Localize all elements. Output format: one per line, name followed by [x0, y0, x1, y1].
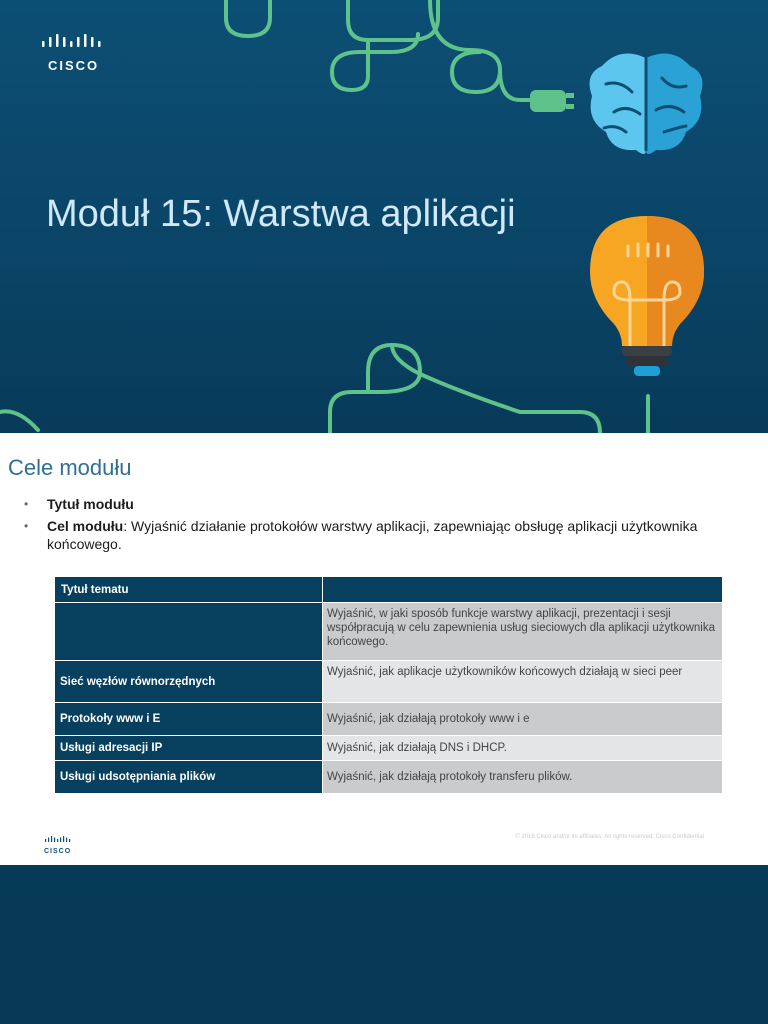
bullet-text: : Wyjaśnić działanie protokołów warstwy aplikacji, zapewniając obsługę aplikacji użytkownika końcowego. [47, 518, 698, 552]
topic-cell [55, 603, 323, 661]
cisco-bars-icon [44, 836, 72, 843]
objective-cell: Wyjaśnić, jak działają protokoły www i e [323, 703, 723, 736]
table-row [55, 703, 723, 736]
table-row [55, 603, 723, 661]
objective-cell: Wyjaśnić, w jaki sposób funkcje warstwy aplikacji, prezentacji i sesji współpracują w celu zapewnienia usług sieciowych dla aplikacji użytkownika końcowego. [323, 603, 723, 661]
module-title: Moduł 15: Warstwa aplikacji [46, 193, 516, 235]
bullet-label: Cel modułu [47, 518, 124, 534]
footer-cisco-wordmark: CISCO [44, 848, 72, 855]
copyright-notice: © 2016 Cisco and/or its affiliates. All rights reserved. Cisco Confidential [515, 834, 704, 840]
objective-cell: Wyjaśnić, jak działają DNS i DHCP. [323, 736, 723, 761]
bullet-dot-icon: • [24, 497, 29, 511]
objective-cell: Wyjaśnić, jak działają protokoły transferu plików. [323, 761, 723, 794]
table-header-topic: Tytuł tematu [55, 577, 323, 603]
topics-table [54, 576, 723, 794]
objectives-slide [0, 433, 768, 865]
title-slide [0, 0, 768, 433]
objectives-title: Cele modułu [8, 455, 132, 480]
bullet-module-objective [24, 517, 754, 553]
brain-icon [590, 54, 703, 155]
topic-cell: Usługi udsotępniania plików [55, 761, 323, 794]
bullet-dot-icon: • [24, 519, 29, 533]
table-row [55, 761, 723, 794]
bullet-label: Tytuł modułu [47, 496, 134, 512]
topic-cell: Usługi adresacji IP [55, 736, 323, 761]
bullet-module-title [24, 495, 754, 513]
table-header-row [55, 577, 723, 603]
cisco-bars-icon [40, 34, 108, 50]
table-row [55, 661, 723, 703]
cisco-wordmark: CISCO [48, 58, 100, 73]
next-slide-background [0, 865, 768, 1024]
objective-cell: Wyjaśnić, jak aplikacje użytkowników końcowych działają w sieci peer [323, 661, 723, 703]
topic-cell: Sieć węzłów równorzędnych [55, 661, 323, 703]
objectives-bullets [24, 495, 754, 557]
footer-cisco-logo [44, 830, 72, 855]
table-header-objective [323, 577, 723, 603]
plug-icon [530, 90, 574, 112]
topic-cell: Protokoły www i E [55, 703, 323, 736]
lightbulb-icon [590, 216, 704, 376]
table-row [55, 736, 723, 761]
cisco-logo [40, 34, 108, 73]
